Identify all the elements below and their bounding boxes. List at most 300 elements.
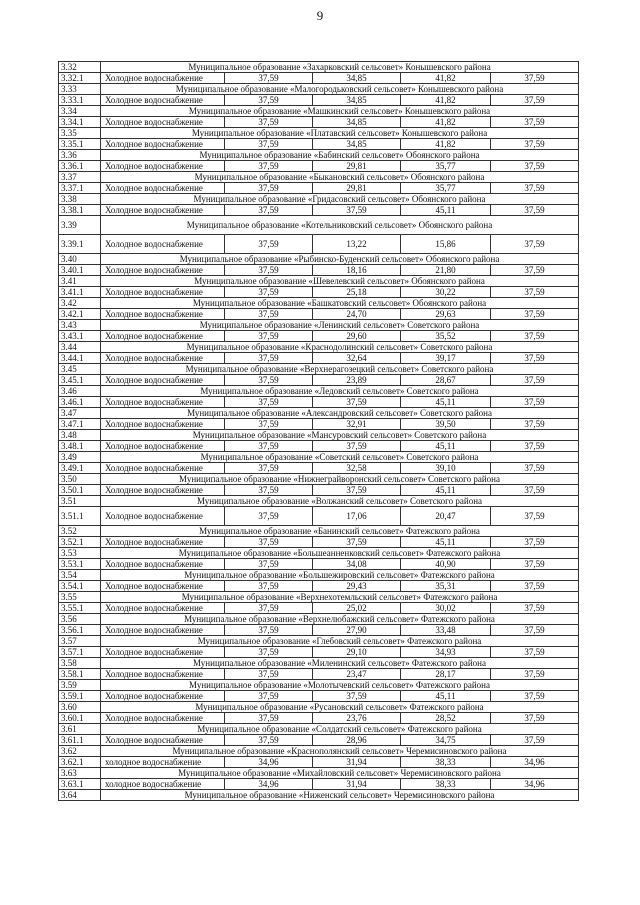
value-2: 18,16 bbox=[313, 265, 401, 276]
value-3: 20,47 bbox=[401, 507, 491, 526]
row-number: 3.54.1 bbox=[59, 581, 101, 592]
section-row bbox=[59, 150, 579, 161]
value-3: 28,67 bbox=[401, 375, 491, 386]
row-number: 3.35 bbox=[59, 128, 101, 139]
value-2: 37,59 bbox=[313, 205, 401, 216]
value-3: 21,80 bbox=[401, 265, 491, 276]
value-4: 37,59 bbox=[491, 485, 579, 496]
value-3: 29,63 bbox=[401, 309, 491, 320]
service-name: Холодное водоснабжение bbox=[101, 603, 225, 614]
value-2: 37,59 bbox=[313, 691, 401, 702]
value-4: 37,59 bbox=[491, 463, 579, 474]
value-4: 37,59 bbox=[491, 95, 579, 106]
row-number: 3.45 bbox=[59, 364, 101, 375]
service-name: Холодное водоснабжение bbox=[101, 73, 225, 84]
value-1: 37,59 bbox=[225, 419, 313, 430]
row-number: 3.56 bbox=[59, 614, 101, 625]
value-4: 37,59 bbox=[491, 183, 579, 194]
row-number: 3.37.1 bbox=[59, 183, 101, 194]
value-1: 37,59 bbox=[225, 235, 313, 254]
municipality-title: Муниципальное образование «Русановский сельсовет» Фатежского района bbox=[101, 702, 579, 713]
row-number: 3.56.1 bbox=[59, 625, 101, 636]
row-number: 3.45.1 bbox=[59, 375, 101, 386]
municipality-title: Муниципальное образование «Верхнелюбажский сельсовет» Фатежского района bbox=[101, 614, 579, 625]
value-4: 37,59 bbox=[491, 161, 579, 172]
row-number: 3.33 bbox=[59, 84, 101, 95]
service-name: Холодное водоснабжение bbox=[101, 205, 225, 216]
table-row bbox=[59, 691, 579, 702]
value-1: 37,59 bbox=[225, 205, 313, 216]
tariff-table bbox=[58, 61, 579, 801]
service-name: Холодное водоснабжение bbox=[101, 647, 225, 658]
row-number: 3.63.1 bbox=[59, 779, 101, 790]
service-name: Холодное водоснабжение bbox=[101, 625, 225, 636]
value-2: 17,06 bbox=[313, 507, 401, 526]
value-3: 45,11 bbox=[401, 537, 491, 548]
value-1: 37,59 bbox=[225, 375, 313, 386]
row-number: 3.37 bbox=[59, 172, 101, 183]
section-row bbox=[59, 724, 579, 735]
table-row bbox=[59, 139, 579, 150]
municipality-title: Муниципальное образование «Захарковский сельсовет» Конышевского района bbox=[101, 62, 579, 73]
row-number: 3.62 bbox=[59, 746, 101, 757]
row-number: 3.49 bbox=[59, 452, 101, 463]
value-3: 45,11 bbox=[401, 691, 491, 702]
table-row bbox=[59, 419, 579, 430]
row-number: 3.58.1 bbox=[59, 669, 101, 680]
section-row bbox=[59, 408, 579, 419]
row-number: 3.64 bbox=[59, 790, 101, 801]
value-4: 37,59 bbox=[491, 117, 579, 128]
table-row bbox=[59, 713, 579, 724]
row-number: 3.32.1 bbox=[59, 73, 101, 84]
row-number: 3.33.1 bbox=[59, 95, 101, 106]
row-number: 3.46.1 bbox=[59, 397, 101, 408]
section-row bbox=[59, 614, 579, 625]
municipality-title: Муниципальное образование «Башкатовский сельсовет» Обоянского района bbox=[101, 298, 579, 309]
table-row bbox=[59, 581, 579, 592]
row-number: 3.52.1 bbox=[59, 537, 101, 548]
table-row bbox=[59, 397, 579, 408]
section-row bbox=[59, 298, 579, 309]
municipality-title: Муниципальное образование «Быкановский сельсовет» Обоянского района bbox=[101, 172, 579, 183]
value-4: 37,59 bbox=[491, 419, 579, 430]
value-1: 37,59 bbox=[225, 265, 313, 276]
value-3: 40,90 bbox=[401, 559, 491, 570]
value-2: 29,43 bbox=[313, 581, 401, 592]
table-row bbox=[59, 669, 579, 680]
value-4: 37,59 bbox=[491, 139, 579, 150]
municipality-title: Муниципальное образование «Миленинский сельсовет» Фатежского района bbox=[101, 658, 579, 669]
value-3: 45,11 bbox=[401, 205, 491, 216]
value-4: 37,59 bbox=[491, 669, 579, 680]
row-number: 3.35.1 bbox=[59, 139, 101, 150]
row-number: 3.44 bbox=[59, 342, 101, 353]
value-1: 37,59 bbox=[225, 95, 313, 106]
section-row bbox=[59, 526, 579, 537]
service-name: Холодное водоснабжение bbox=[101, 139, 225, 150]
service-name: Холодное водоснабжение bbox=[101, 235, 225, 254]
section-row bbox=[59, 746, 579, 757]
row-number: 3.61.1 bbox=[59, 735, 101, 746]
row-number: 3.41 bbox=[59, 276, 101, 287]
row-number: 3.58 bbox=[59, 658, 101, 669]
value-1: 37,59 bbox=[225, 73, 313, 84]
value-4: 37,59 bbox=[491, 581, 579, 592]
row-number: 3.53 bbox=[59, 548, 101, 559]
section-row bbox=[59, 636, 579, 647]
municipality-title: Муниципальное образование «Краснополянский сельсовет» Черемисиновского района bbox=[101, 746, 579, 757]
value-3: 35,77 bbox=[401, 183, 491, 194]
table-row bbox=[59, 235, 579, 254]
value-3: 41,82 bbox=[401, 139, 491, 150]
row-number: 3.60 bbox=[59, 702, 101, 713]
value-1: 37,59 bbox=[225, 331, 313, 342]
value-3: 39,17 bbox=[401, 353, 491, 364]
table-row bbox=[59, 331, 579, 342]
value-4: 37,59 bbox=[491, 625, 579, 636]
row-number: 3.36.1 bbox=[59, 161, 101, 172]
row-number: 3.46 bbox=[59, 386, 101, 397]
table-row bbox=[59, 161, 579, 172]
section-row bbox=[59, 702, 579, 713]
value-4: 34,96 bbox=[491, 779, 579, 790]
value-2: 23,76 bbox=[313, 713, 401, 724]
table-row bbox=[59, 647, 579, 658]
value-1: 37,59 bbox=[225, 353, 313, 364]
row-number: 3.39.1 bbox=[59, 235, 101, 254]
value-1: 37,59 bbox=[225, 463, 313, 474]
section-row bbox=[59, 768, 579, 779]
row-number: 3.63 bbox=[59, 768, 101, 779]
table-row bbox=[59, 95, 579, 106]
section-row bbox=[59, 430, 579, 441]
value-1: 37,59 bbox=[225, 183, 313, 194]
row-number: 3.53.1 bbox=[59, 559, 101, 570]
row-number: 3.61 bbox=[59, 724, 101, 735]
value-3: 34,75 bbox=[401, 735, 491, 746]
value-4: 34,96 bbox=[491, 757, 579, 768]
section-row bbox=[59, 680, 579, 691]
municipality-title: Муниципальное образование «Бабинский сельсовет» Обоянского района bbox=[101, 150, 579, 161]
row-number: 3.60.1 bbox=[59, 713, 101, 724]
value-4: 37,59 bbox=[491, 309, 579, 320]
value-4: 37,59 bbox=[491, 603, 579, 614]
value-4: 37,59 bbox=[491, 441, 579, 452]
row-number: 3.32 bbox=[59, 62, 101, 73]
municipality-title: Муниципальное образование «Михайловский сельсовет» Черемисиновского района bbox=[101, 768, 579, 779]
service-name: Холодное водоснабжение bbox=[101, 265, 225, 276]
value-1: 37,59 bbox=[225, 713, 313, 724]
municipality-title: Муниципальное образование «Большежировский сельсовет» Фатежского района bbox=[101, 570, 579, 581]
value-1: 37,59 bbox=[225, 735, 313, 746]
value-1: 37,59 bbox=[225, 507, 313, 526]
value-2: 31,94 bbox=[313, 779, 401, 790]
section-row bbox=[59, 452, 579, 463]
value-2: 25,18 bbox=[313, 287, 401, 298]
service-name: холодное водоснабжение bbox=[101, 757, 225, 768]
table-row bbox=[59, 353, 579, 364]
value-1: 37,59 bbox=[225, 691, 313, 702]
value-4: 37,59 bbox=[491, 287, 579, 298]
row-number: 3.54 bbox=[59, 570, 101, 581]
value-3: 45,11 bbox=[401, 441, 491, 452]
municipality-title: Муниципальное образование «Глебовский сельсовет» Фатежского района bbox=[101, 636, 579, 647]
table-row bbox=[59, 537, 579, 548]
value-3: 41,82 bbox=[401, 117, 491, 128]
value-1: 37,59 bbox=[225, 647, 313, 658]
value-3: 30,02 bbox=[401, 603, 491, 614]
section-row bbox=[59, 474, 579, 485]
row-number: 3.59.1 bbox=[59, 691, 101, 702]
row-number: 3.34 bbox=[59, 106, 101, 117]
service-name: Холодное водоснабжение bbox=[101, 331, 225, 342]
row-number: 3.43 bbox=[59, 320, 101, 331]
value-2: 29,81 bbox=[313, 161, 401, 172]
value-1: 37,59 bbox=[225, 117, 313, 128]
value-4: 37,59 bbox=[491, 331, 579, 342]
value-4: 37,59 bbox=[491, 73, 579, 84]
section-row bbox=[59, 84, 579, 95]
municipality-title: Муниципальное образование «Банинский сельсовет» Фатежского района bbox=[101, 526, 579, 537]
value-2: 25,02 bbox=[313, 603, 401, 614]
service-name: Холодное водоснабжение bbox=[101, 117, 225, 128]
service-name: Холодное водоснабжение bbox=[101, 353, 225, 364]
value-3: 35,31 bbox=[401, 581, 491, 592]
service-name: Холодное водоснабжение bbox=[101, 397, 225, 408]
value-1: 37,59 bbox=[225, 441, 313, 452]
value-3: 38,33 bbox=[401, 757, 491, 768]
tariff-table-body bbox=[59, 62, 579, 801]
row-number: 3.36 bbox=[59, 150, 101, 161]
section-row bbox=[59, 276, 579, 287]
value-1: 37,59 bbox=[225, 485, 313, 496]
value-3: 33,48 bbox=[401, 625, 491, 636]
row-number: 3.62.1 bbox=[59, 757, 101, 768]
table-row bbox=[59, 73, 579, 84]
value-3: 28,52 bbox=[401, 713, 491, 724]
value-4: 37,59 bbox=[491, 235, 579, 254]
table-row bbox=[59, 375, 579, 386]
value-2: 34,08 bbox=[313, 559, 401, 570]
value-4: 37,59 bbox=[491, 537, 579, 548]
row-number: 3.50.1 bbox=[59, 485, 101, 496]
value-4: 37,59 bbox=[491, 647, 579, 658]
value-3: 39,10 bbox=[401, 463, 491, 474]
table-row bbox=[59, 441, 579, 452]
value-1: 37,59 bbox=[225, 559, 313, 570]
page-number: 9 bbox=[316, 8, 324, 23]
value-3: 34,93 bbox=[401, 647, 491, 658]
value-2: 37,59 bbox=[313, 441, 401, 452]
service-name: Холодное водоснабжение bbox=[101, 537, 225, 548]
row-number: 3.38 bbox=[59, 194, 101, 205]
value-1: 37,59 bbox=[225, 581, 313, 592]
value-2: 34,85 bbox=[313, 95, 401, 106]
value-3: 28,17 bbox=[401, 669, 491, 680]
value-3: 38,33 bbox=[401, 779, 491, 790]
table-row bbox=[59, 309, 579, 320]
section-row bbox=[59, 128, 579, 139]
value-4: 37,59 bbox=[491, 205, 579, 216]
section-row bbox=[59, 570, 579, 581]
value-1: 37,59 bbox=[225, 603, 313, 614]
table-row bbox=[59, 205, 579, 216]
service-name: Холодное водоснабжение bbox=[101, 309, 225, 320]
section-row bbox=[59, 364, 579, 375]
municipality-title: Муниципальное образование «Нижнеграйворонский сельсовет» Советского района bbox=[101, 474, 579, 485]
municipality-title: Муниципальное образование «Александровский сельсовет» Советского района bbox=[101, 408, 579, 419]
value-2: 29,10 bbox=[313, 647, 401, 658]
value-2: 34,85 bbox=[313, 117, 401, 128]
row-number: 3.51.1 bbox=[59, 507, 101, 526]
value-1: 34,96 bbox=[225, 757, 313, 768]
row-number: 3.55.1 bbox=[59, 603, 101, 614]
value-3: 41,82 bbox=[401, 95, 491, 106]
table-row bbox=[59, 485, 579, 496]
section-row bbox=[59, 62, 579, 73]
service-name: Холодное водоснабжение bbox=[101, 441, 225, 452]
value-4: 37,59 bbox=[491, 691, 579, 702]
row-number: 3.42.1 bbox=[59, 309, 101, 320]
value-1: 34,96 bbox=[225, 779, 313, 790]
row-number: 3.42 bbox=[59, 298, 101, 309]
value-3: 39,50 bbox=[401, 419, 491, 430]
table-row bbox=[59, 757, 579, 768]
value-1: 37,59 bbox=[225, 397, 313, 408]
value-4: 37,59 bbox=[491, 375, 579, 386]
section-row bbox=[59, 790, 579, 801]
row-number: 3.49.1 bbox=[59, 463, 101, 474]
service-name: Холодное водоснабжение bbox=[101, 287, 225, 298]
service-name: Холодное водоснабжение bbox=[101, 95, 225, 106]
municipality-title: Муниципальное образование «Верхнерагозецкий сельсовет» Советского района bbox=[101, 364, 579, 375]
section-row bbox=[59, 172, 579, 183]
section-row bbox=[59, 548, 579, 559]
row-number: 3.38.1 bbox=[59, 205, 101, 216]
value-2: 28,96 bbox=[313, 735, 401, 746]
value-2: 31,94 bbox=[313, 757, 401, 768]
value-4: 37,59 bbox=[491, 353, 579, 364]
service-name: Холодное водоснабжение bbox=[101, 735, 225, 746]
service-name: Холодное водоснабжение bbox=[101, 581, 225, 592]
row-number: 3.41.1 bbox=[59, 287, 101, 298]
table-row bbox=[59, 507, 579, 526]
row-number: 3.50 bbox=[59, 474, 101, 485]
service-name: Холодное водоснабжение bbox=[101, 485, 225, 496]
table-row bbox=[59, 287, 579, 298]
row-number: 3.57.1 bbox=[59, 647, 101, 658]
value-2: 34,85 bbox=[313, 139, 401, 150]
value-2: 32,64 bbox=[313, 353, 401, 364]
value-2: 32,58 bbox=[313, 463, 401, 474]
table-row bbox=[59, 625, 579, 636]
service-name: Холодное водоснабжение bbox=[101, 713, 225, 724]
section-row bbox=[59, 386, 579, 397]
municipality-title: Муниципальное образование «Волжанский сельсовет» Советского района bbox=[101, 496, 579, 507]
table-row bbox=[59, 117, 579, 128]
value-2: 24,70 bbox=[313, 309, 401, 320]
row-number: 3.47.1 bbox=[59, 419, 101, 430]
table-row bbox=[59, 463, 579, 474]
municipality-title: Муниципальное образование «Большеанненковский сельсовет» Фатежского района bbox=[101, 548, 579, 559]
row-number: 3.55 bbox=[59, 592, 101, 603]
value-2: 34,85 bbox=[313, 73, 401, 84]
municipality-title: Муниципальное образование «Советский сельсовет» Советского района bbox=[101, 452, 579, 463]
municipality-title: Муниципальное образование «Шевелевский сельсовет» Обоянского района bbox=[101, 276, 579, 287]
row-number: 3.52 bbox=[59, 526, 101, 537]
municipality-title: Муниципальное образование «Ленинский сельсовет» Советского района bbox=[101, 320, 579, 331]
municipality-title: Муниципальное образование «Малогородьковский сельсовет» Конышевского района bbox=[101, 84, 579, 95]
service-name: Холодное водоснабжение bbox=[101, 559, 225, 570]
municipality-title: Муниципальное образование «Мансуровский сельсовет» Советского района bbox=[101, 430, 579, 441]
service-name: Холодное водоснабжение bbox=[101, 669, 225, 680]
value-2: 29,60 bbox=[313, 331, 401, 342]
value-2: 37,59 bbox=[313, 397, 401, 408]
value-3: 45,11 bbox=[401, 485, 491, 496]
service-name: Холодное водоснабжение bbox=[101, 463, 225, 474]
row-number: 3.40 bbox=[59, 254, 101, 265]
value-2: 23,47 bbox=[313, 669, 401, 680]
service-name: Холодное водоснабжение bbox=[101, 161, 225, 172]
municipality-title: Муниципальное образование «Машкинский сельсовет» Конышевского района bbox=[101, 106, 579, 117]
value-3: 45,11 bbox=[401, 397, 491, 408]
value-1: 37,59 bbox=[225, 669, 313, 680]
service-name: Холодное водоснабжение bbox=[101, 375, 225, 386]
table-row bbox=[59, 603, 579, 614]
table-row bbox=[59, 779, 579, 790]
table-row bbox=[59, 265, 579, 276]
section-row bbox=[59, 658, 579, 669]
section-row bbox=[59, 216, 579, 235]
value-1: 37,59 bbox=[225, 537, 313, 548]
service-name: холодное водоснабжение bbox=[101, 779, 225, 790]
value-2: 13,22 bbox=[313, 235, 401, 254]
value-3: 15,86 bbox=[401, 235, 491, 254]
row-number: 3.59 bbox=[59, 680, 101, 691]
municipality-title: Муниципальное образование «Краснодолинский сельсовет» Советского района bbox=[101, 342, 579, 353]
section-row bbox=[59, 496, 579, 507]
value-3: 30,22 bbox=[401, 287, 491, 298]
municipality-title: Муниципальное образование «Гридасовский сельсовет» Обоянского района bbox=[101, 194, 579, 205]
row-number: 3.34.1 bbox=[59, 117, 101, 128]
service-name: Холодное водоснабжение bbox=[101, 507, 225, 526]
section-row bbox=[59, 254, 579, 265]
municipality-title: Муниципальное образование «Молотычевский сельсовет» Фатежского района bbox=[101, 680, 579, 691]
section-row bbox=[59, 592, 579, 603]
service-name: Холодное водоснабжение bbox=[101, 419, 225, 430]
table-row bbox=[59, 735, 579, 746]
service-name: Холодное водоснабжение bbox=[101, 691, 225, 702]
table-row bbox=[59, 183, 579, 194]
municipality-title: Муниципальное образование «Солдатский сельсовет» Фатежского района bbox=[101, 724, 579, 735]
value-4: 37,59 bbox=[491, 265, 579, 276]
table-row bbox=[59, 559, 579, 570]
section-row bbox=[59, 194, 579, 205]
value-4: 37,59 bbox=[491, 713, 579, 724]
row-number: 3.43.1 bbox=[59, 331, 101, 342]
row-number: 3.48.1 bbox=[59, 441, 101, 452]
value-2: 32,91 bbox=[313, 419, 401, 430]
row-number: 3.57 bbox=[59, 636, 101, 647]
value-4: 37,59 bbox=[491, 559, 579, 570]
row-number: 3.51 bbox=[59, 496, 101, 507]
value-2: 37,59 bbox=[313, 537, 401, 548]
value-2: 37,59 bbox=[313, 485, 401, 496]
section-row bbox=[59, 106, 579, 117]
municipality-title: Муниципальное образование «Платавский сельсовет» Конышевского района bbox=[101, 128, 579, 139]
value-4: 37,59 bbox=[491, 397, 579, 408]
